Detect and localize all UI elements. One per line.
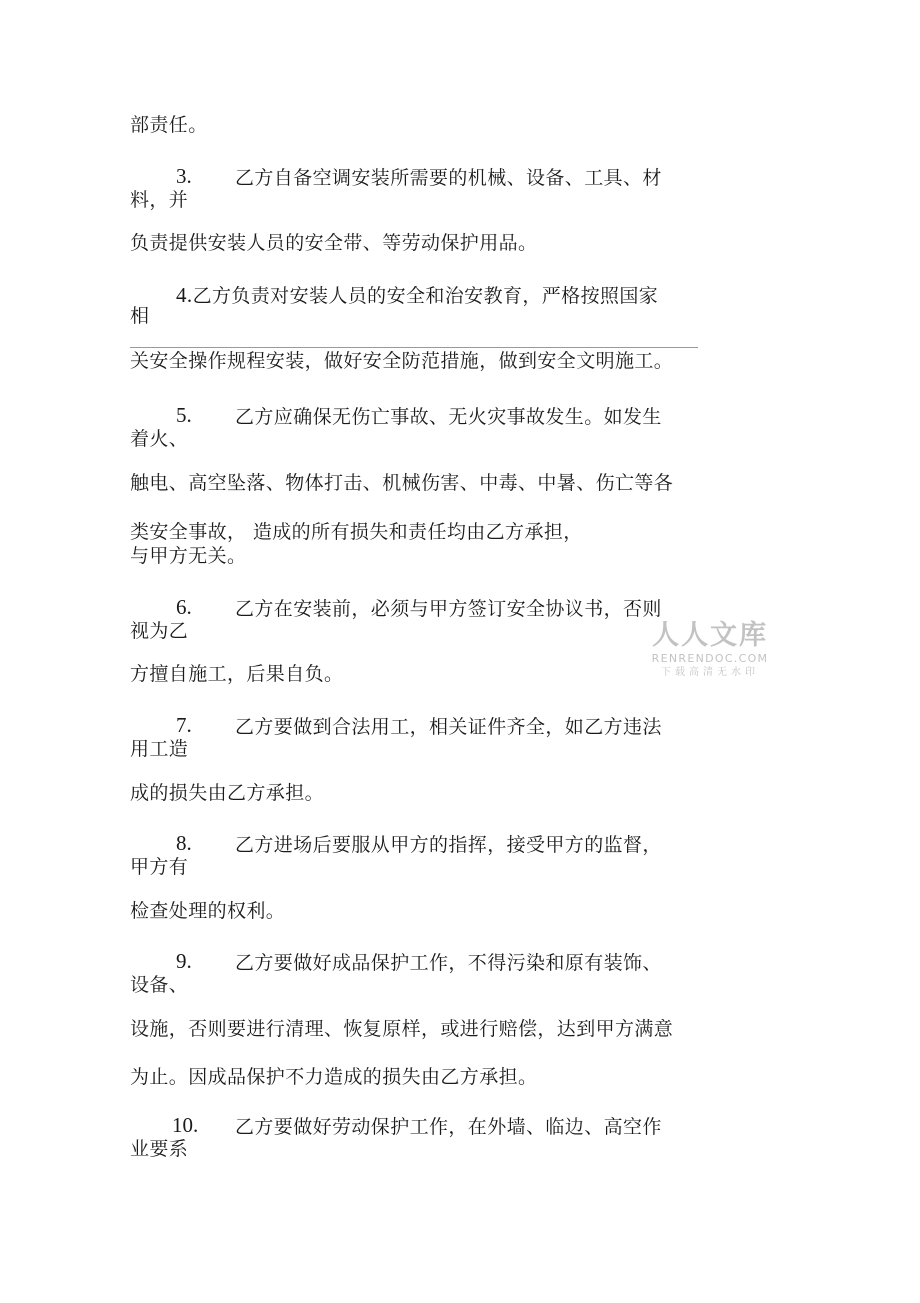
clause-number: 4.: [176, 283, 193, 307]
text-line: 关安全操作规程安装，做好安全防范措施，做到安全文明施工。: [130, 350, 674, 372]
clause-text: 乙方要做好成品保护工作，不得污染和原有装饰、: [235, 952, 662, 974]
watermark-title: 人人文库: [652, 620, 768, 651]
clause-text: 乙方在安装前，必须与甲方签订安全协议书，否则: [235, 598, 662, 620]
text-line: 料，并: [130, 189, 189, 211]
page-divider: [130, 347, 698, 348]
text-line: 检查处理的权利。: [130, 900, 286, 922]
text-line: 用工造: [130, 738, 189, 760]
watermark-domain: RENRENDOC.COM: [651, 652, 769, 665]
text-line: 部责任。: [130, 114, 208, 136]
clause-text: 乙方要做好劳动保护工作，在外墙、临边、高空作: [235, 1116, 662, 1138]
text-line: 业要系: [130, 1138, 189, 1160]
text-line: 视为乙: [130, 620, 189, 642]
text-line: 方擅自施工，后果自负。: [130, 663, 344, 685]
clause-number: 3.: [176, 164, 192, 188]
clause-number: 5.: [176, 403, 192, 427]
clause-text: 乙方负责对安装人员的安全和治安教育，严格按照国家: [192, 285, 659, 307]
text-line: 与甲方无关。: [130, 545, 247, 567]
text-line: 类安全事故， 造成的所有损失和责任均由乙方承担，: [130, 521, 583, 543]
clause-number: 7.: [176, 713, 192, 737]
clause-number: 8.: [176, 831, 192, 855]
clause-line: [176, 284, 658, 307]
text-line: 为止。因成品保护不力造成的损失由乙方承担。: [130, 1066, 538, 1088]
text-line: 成的损失由乙方承担。: [130, 782, 325, 804]
text-line: 设施，否则要进行清理、恢复原样，或进行赔偿，达到甲方满意: [130, 1018, 674, 1040]
clause-text: 乙方自备空调安装所需要的机械、设备、工具、材: [235, 167, 662, 189]
clause-number: 10.: [172, 1113, 199, 1137]
clause-text: 乙方进场后要服从甲方的指挥，接受甲方的监督，: [235, 834, 662, 856]
clause-number: 9.: [176, 949, 192, 973]
text-line: 负责提供安装人员的安全带、等劳动保护用品。: [130, 232, 538, 254]
watermark-tagline: 下载高清无水印: [661, 667, 759, 678]
text-line: 甲方有: [130, 856, 189, 878]
clause-number: 6.: [176, 595, 192, 619]
clause-text: 乙方要做到合法用工，相关证件齐全，如乙方违法: [235, 716, 662, 738]
watermark-logo: [644, 620, 776, 680]
text-line: 设备、: [130, 974, 189, 996]
text-line: 着火、: [130, 428, 189, 450]
clause-text: 乙方应确保无伤亡事故、无火灾事故发生。如发生: [235, 406, 662, 428]
text-line: 触电、高空坠落、物体打击、机械伤害、中毒、中暑、伤亡等各: [130, 472, 674, 494]
text-line: 相: [130, 305, 150, 327]
